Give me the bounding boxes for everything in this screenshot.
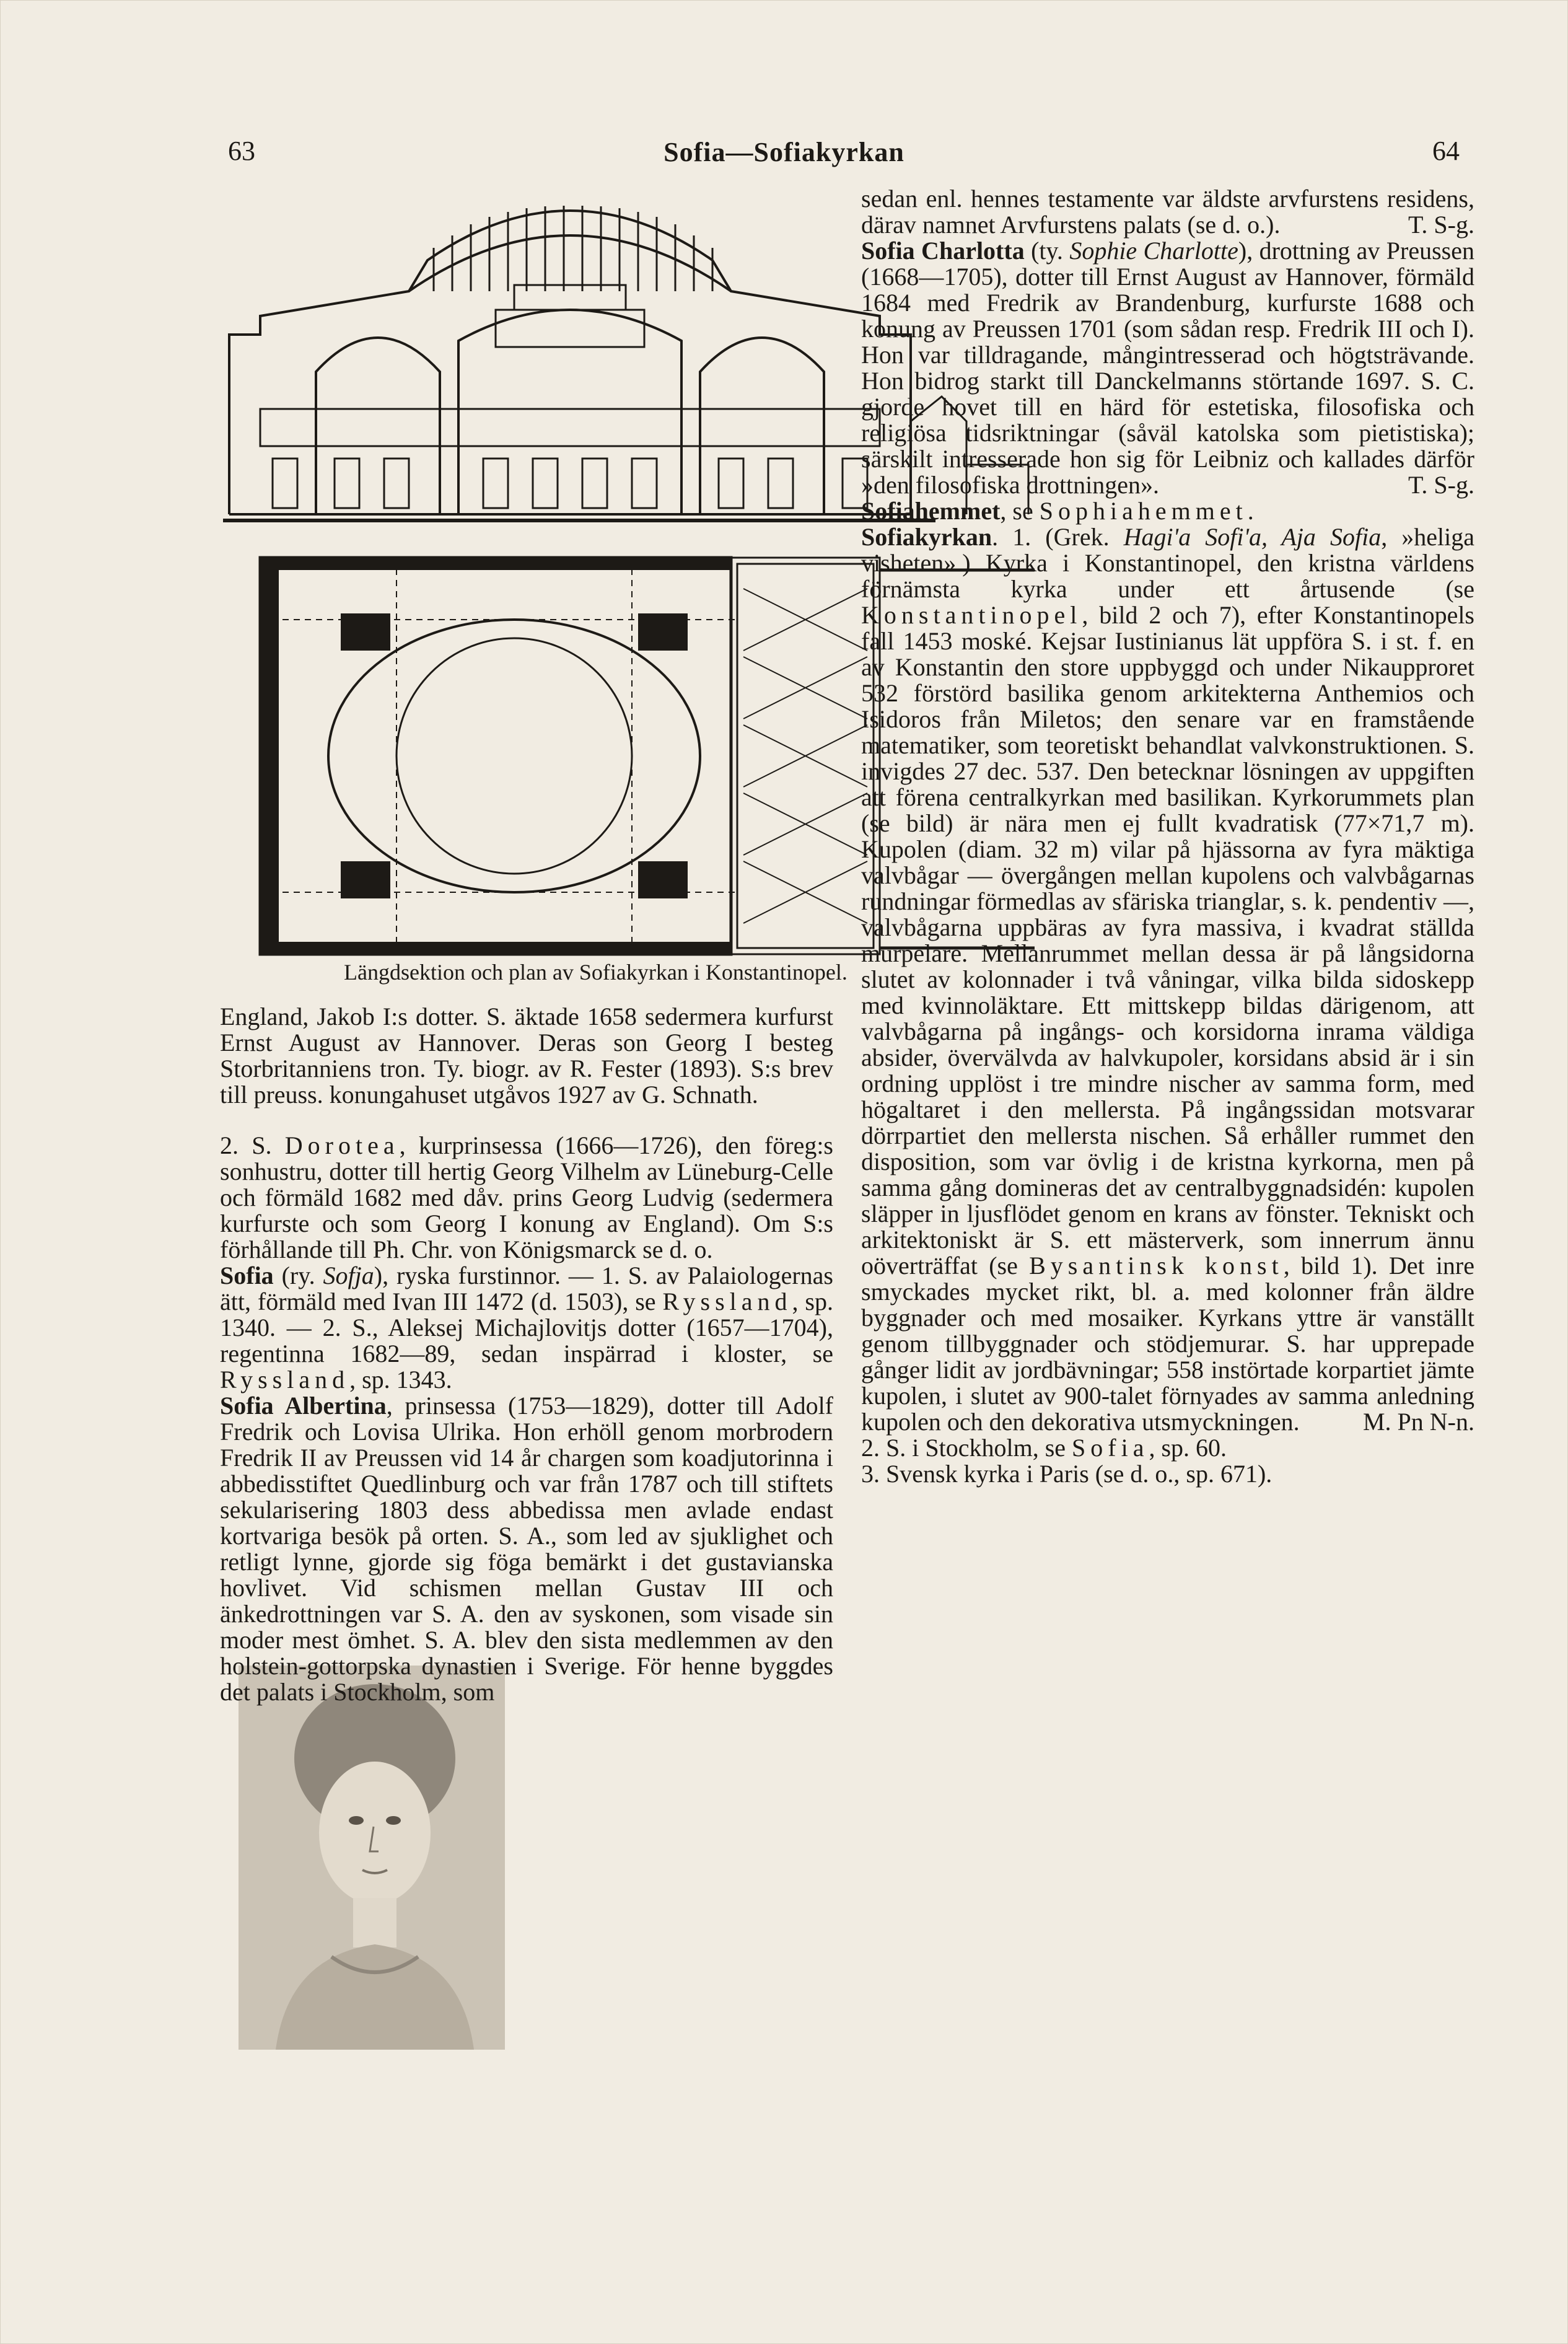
headword: Sofiakyrkan: [861, 523, 992, 551]
entry-text: (ty.: [1024, 237, 1070, 265]
entry-italic: Hagi'a Sofi'a, Aja Sofia: [1123, 523, 1382, 551]
entry-text: ), ryska furstinnor. — 1. S. av Palaiologernas ätt, förmäld med Ivan III 1472 (d. 1503), se: [220, 1262, 833, 1315]
page-number-left: 63: [228, 136, 255, 166]
entry-text: .: [1247, 497, 1254, 525]
author-signature: M. Pn N-n.: [1362, 1408, 1474, 1436]
entry-sofiahemmet: [861, 498, 1474, 524]
entry-svensk-kyrka-paris: 3. Svensk kyrka i Paris (se d. o., sp. 671).: [861, 1460, 1272, 1488]
entry-name: Dorotea: [284, 1131, 400, 1159]
headword: Sofia: [220, 1262, 274, 1289]
entry-text: sedan enl. hennes testamente var äldste arvfurstens residens, därav namnet Arvfurstens palats (se d. o.).: [861, 185, 1474, 239]
cross-reference: Konstantinopel: [861, 601, 1082, 629]
cross-reference: Bysantinsk konst: [1029, 1252, 1284, 1280]
entry-text: , sp. 1343.: [349, 1366, 452, 1394]
headword: Sofia Charlotta: [861, 237, 1025, 265]
entry-text: ), drottning av Preussen (1668—1705), dotter till Ernst August av Hannover, förmäld 1684 med Fredrik av Brandenburg, kurfurste 1688 och konung av Preussen 1701 (som sådan resp. Fredrik III och I). Hon var tilldragande, mångintresserad och högtsträvande. Hon bidrog starkt till Danckelmanns störtande 1697. S. C. gjorde hovet till en härd för estetiska, filosofiska och religiösa tidsriktningar (såväl katolska som pietistiska); särskilt intresserade hon sig för Leibniz och kallades därför »den filosofiska drottningen».: [861, 237, 1474, 499]
headword: Sofiahemmet: [861, 497, 1001, 525]
page-number-right: 64: [1432, 136, 1460, 166]
entry-text: , »heliga visheten».) Kyrka i Konstantinopel, den kristna världens förnämsta kyrka under ett årtusende (se: [861, 523, 1475, 603]
headword: Sofia Albertina: [220, 1392, 387, 1420]
entry-text: . 1. (Grek.: [992, 523, 1124, 551]
entry-continued: [861, 186, 1474, 238]
entry-sofia-russian: [220, 1263, 833, 1393]
entry-sofia-charlotta: [861, 238, 1474, 498]
cross-reference: Sofia: [1072, 1434, 1149, 1462]
cross-reference: Ryssland: [220, 1366, 350, 1394]
entry-italic: Sophie Charlotte: [1069, 237, 1238, 265]
entry-text: , bild 2 och 7), efter Konstantinopels fall 1453 moské. Kejsar Iustinianus lät uppföra S. i st. f. en av Konstantin den store uppbyggd och under Nikaupproret 532 förstörd basilika genom arkitekterna Anthemios och Isidoros från Miletos; den senare var en framstående matematiker, som teoretiskt behandlat valvkonstruktionen. S. invigdes 27 dec. 537. Den betecknar lösningen av uppgiften att förena centralkyrkan med basilikan. Kyrkorummets plan (se bild) är nära men ej fullt kvadratisk (77×71,7 m). Kupolen (diam. 32 m) vilar på hjässorna av fyra mäktiga valvbågar — övergången mellan kupolens och valvbågarnas rundningar förmedlas av sfäriska trianglar, s. k. pendentiv —, valvbågarna uppbäras av fyra massiva, i kvadrat ställda murpelare. Mellanrummet mellan dessa är på långsidorna slutet av kolonnader i två våningar, vilka bilda sidoskepp med kvinnoläktare. Ett mittskepp bildas därigenom, att valvbågarna på ingångs- och korsidorna inrama väldiga absider, övervälvda av halvkupoler, korsidans absid är i sin ordning upplöst i tre mindre nischer av samma form, med högaltaret i den mellersta. På ingångssidan motsvarar dörrpartiet den mellersta nischen. Så erhåller rummet den disposition, som var övlig i de kristna kyrkorna, men på samma gång domineras det av centralbyggnadsidén: kupolen släpper in ljusflödet genom en krans av fönster. Tekniskt och arkitektoniskt är S. ett mästerverk, som innerrum ännu oöverträffat (se: [861, 601, 1474, 1280]
entry-sofia-dorotea: [220, 1133, 833, 1263]
figure-caption: Längdsektion och plan av Sofiakyrkan i Konstantinopel.: [344, 960, 848, 985]
author-signature: T. S-g.: [1408, 211, 1474, 239]
entry-sofia-stockholm: [861, 1435, 1474, 1461]
portrait-drawing: [239, 1666, 505, 2050]
entry-number: 2. S.: [220, 1131, 272, 1159]
left-text-column: [220, 1004, 833, 1705]
entry-text: , sp. 1340. — 2. S., Aleksej Michajlovitjs dotter (1657—1704), regentinna 1682—89, sedan inspärrad i kloster, se: [220, 1288, 833, 1367]
entry-text: (ry.: [273, 1262, 323, 1289]
entry-text: , prinsessa (1753—1829), dotter till Adolf Fredrik och Lovisa Ulrika. Hon erhöll genom morbrodern Fredrik II av Preussen vid 14 år chargen som koadjutorinna i abbedisstiftet Quedlinburg och var från 1787 och till stiftets sekularisering 1803 dess abbedissa men avlade endast kortvariga besök på orten. S. A., som led av sjuklighet och retligt lynne, gjorde sig föga bemärkt i det gustavianska hovlivet. Vid schismen mellan Gustav III och änkedrottningen var S. A. den av syskonen, som visade sin moder mest ömhet. S. A. blev den sista medlemmen av den holstein-gottorpska dynastien i Sverige. För henne byggdes det palats i Stockholm, som: [220, 1392, 833, 1706]
entry-text: , kurprinsessa (1666—1726), den föreg:s sonhustru, dotter till hertig Georg Vilhelm av Lüneburg-Celle och förmäld 1682 med dåv. prins Georg Ludvig (sedermera kurfurste och som Georg I konung av England). Om S:s förhållande till Ph. Chr. von Königsmarck se d. o.: [220, 1131, 833, 1263]
entry-text: , sp. 60.: [1149, 1434, 1227, 1462]
entry-italic: Sofja: [323, 1262, 374, 1289]
entry-sofia-continued: England, Jakob I:s dotter. S. äktade 1658 sedermera kurfurst Ernst August av Hannover. Deras son Georg I besteg Storbritanniens tron. Ty. biogr. av R. Fester (1893). S:s brev till preuss. konungahuset utgåvos 1927 av G. Schnath.: [220, 1003, 833, 1108]
entry-sofia-albertina: [220, 1393, 833, 1705]
entry-text: , se: [1000, 497, 1040, 525]
entry-text: 2. S. i Stockholm, se: [861, 1434, 1072, 1462]
cross-reference: Sophiahemmet: [1039, 497, 1248, 525]
cross-reference: Ryssland: [662, 1288, 792, 1315]
entry-text: , bild 1). Det inre smyckades mycket rikt, bl. a. med kolonner från äldre byggnader och med mosaiker. Kyrkans yttre är vanställt genom tillbyggnader och stödjemurar. S. har upprepade gånger lidit av jordbävningar; 558 instörtade korpartiet jämte kupolen, i slutet av 900-talet förnyades av samma anledning kupolen och den dekorativa utsmyckningen.: [861, 1252, 1474, 1436]
right-text-column: [861, 186, 1474, 1487]
entry-sofiakyrkan: [861, 524, 1474, 1435]
running-title: Sofia—Sofiakyrkan: [664, 137, 904, 167]
author-signature: T. S-g.: [1408, 471, 1474, 499]
portrait-sofia-albertina-image: [239, 1666, 505, 2050]
